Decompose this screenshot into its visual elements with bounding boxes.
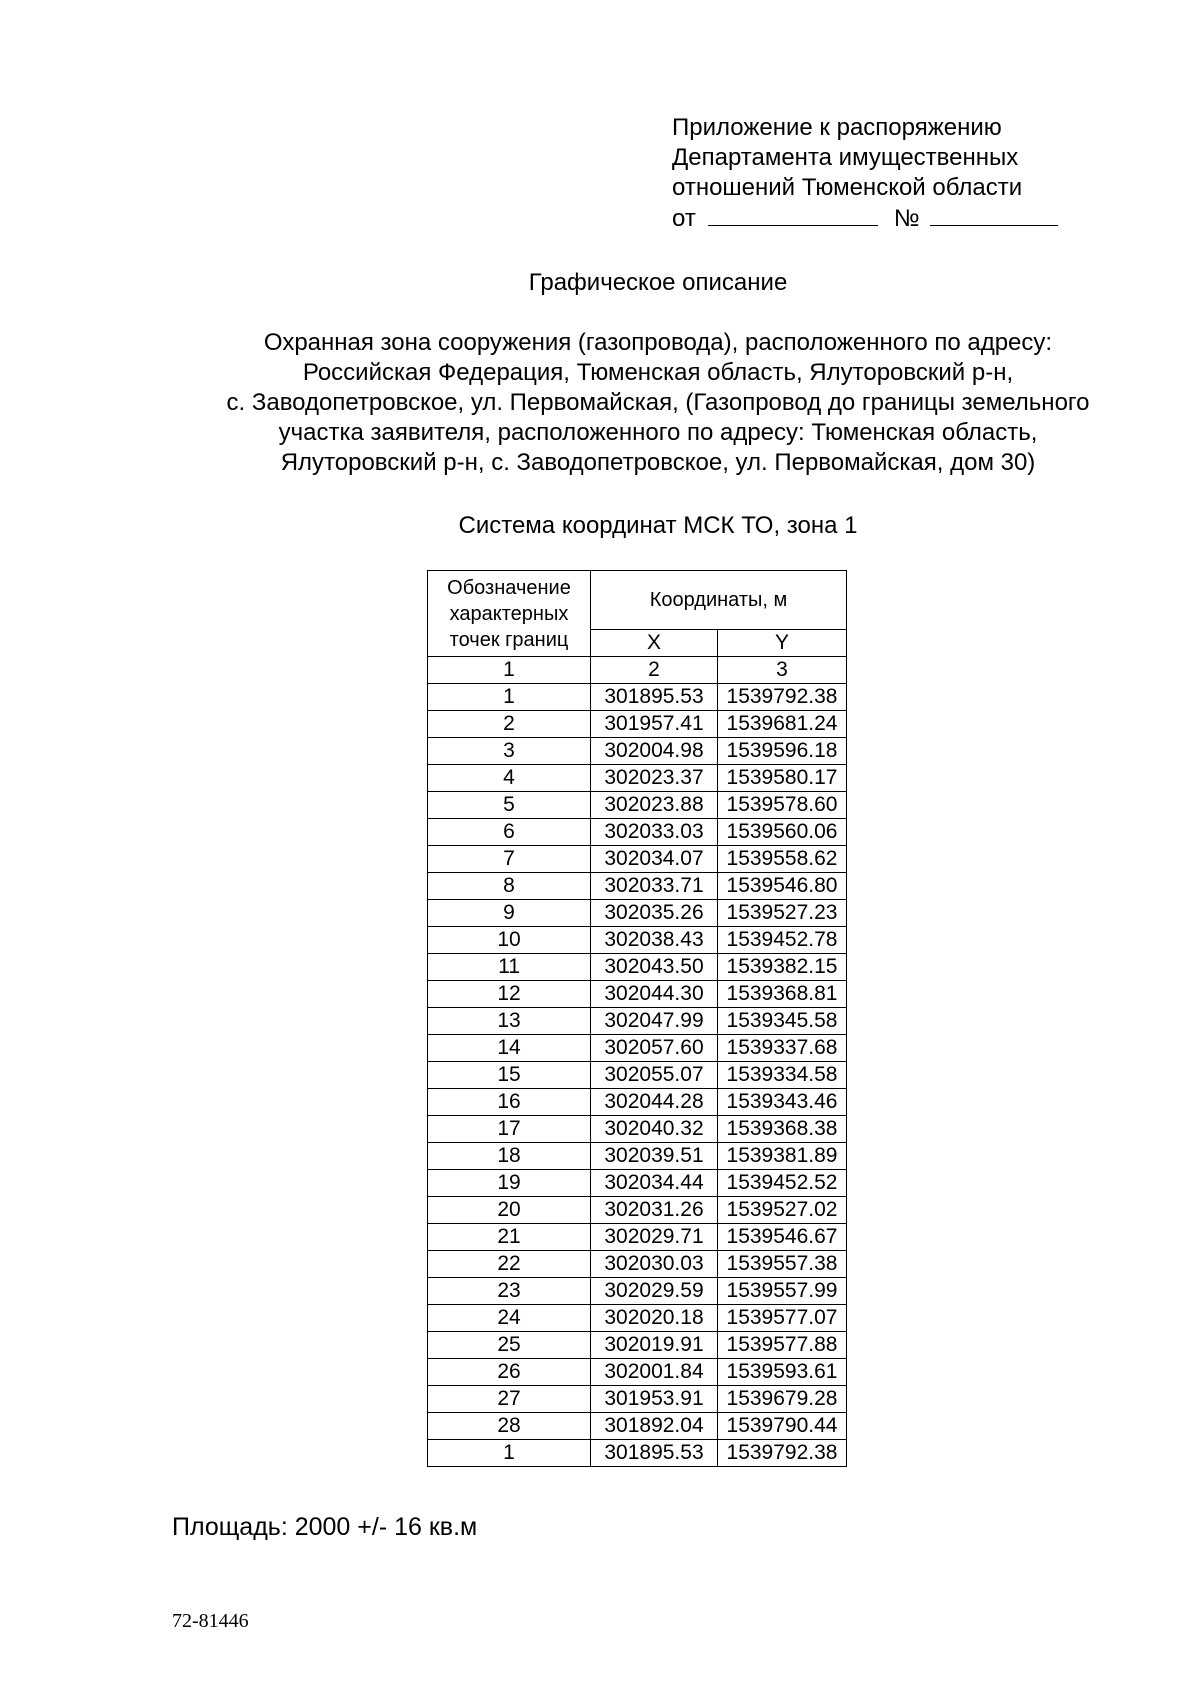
y-coordinate-cell: 1539381.89 <box>718 1143 847 1170</box>
table-row <box>428 1116 847 1143</box>
table-row <box>428 765 847 792</box>
x-coordinate-cell: 301957.41 <box>591 711 718 738</box>
table-row <box>428 1170 847 1197</box>
appendix-block <box>672 113 1058 234</box>
table-row <box>428 792 847 819</box>
table-row <box>428 1278 847 1305</box>
table-row <box>428 684 847 711</box>
appendix-date-number-line <box>672 203 1058 234</box>
table-row <box>428 954 847 981</box>
table-row <box>428 738 847 765</box>
point-number-cell: 20 <box>428 1197 591 1224</box>
coordinates-table <box>427 570 847 1467</box>
point-number-cell: 2 <box>428 711 591 738</box>
column-number-3: 3 <box>718 657 847 684</box>
point-number-cell: 9 <box>428 900 591 927</box>
point-number-cell: 26 <box>428 1359 591 1386</box>
table-row <box>428 1089 847 1116</box>
number-prefix: № <box>893 205 920 232</box>
y-coordinate-cell: 1539368.38 <box>718 1116 847 1143</box>
x-coordinate-cell: 302043.50 <box>591 954 718 981</box>
zone-description-line-4: участка заявителя, расположенного по адресу: Тюменская область, <box>278 419 1038 446</box>
y-coordinate-cell: 1539337.68 <box>718 1035 847 1062</box>
y-coordinate-cell: 1539557.99 <box>718 1278 847 1305</box>
x-coordinate-cell: 302033.71 <box>591 873 718 900</box>
column-number-2: 2 <box>591 657 718 684</box>
x-coordinate-cell: 301895.53 <box>591 684 718 711</box>
point-number-cell: 11 <box>428 954 591 981</box>
y-coordinate-cell: 1539368.81 <box>718 981 847 1008</box>
point-number-cell: 18 <box>428 1143 591 1170</box>
x-coordinate-cell: 302023.88 <box>591 792 718 819</box>
y-coordinate-cell: 1539578.60 <box>718 792 847 819</box>
table-row <box>428 900 847 927</box>
coordinate-system-label: Система координат МСК ТО, зона 1 <box>458 512 858 539</box>
point-number-cell: 24 <box>428 1305 591 1332</box>
point-number-cell: 22 <box>428 1251 591 1278</box>
header-y: Y <box>718 630 847 657</box>
x-coordinate-cell: 302055.07 <box>591 1062 718 1089</box>
date-prefix: от <box>672 205 696 232</box>
table-row <box>428 1008 847 1035</box>
x-coordinate-cell: 302044.30 <box>591 981 718 1008</box>
point-number-cell: 28 <box>428 1413 591 1440</box>
table-row <box>428 927 847 954</box>
header-coordinates: Координаты, м <box>591 571 847 630</box>
x-coordinate-cell: 302044.28 <box>591 1089 718 1116</box>
y-coordinate-cell: 1539558.62 <box>718 846 847 873</box>
table-row <box>428 1440 847 1467</box>
point-number-cell: 10 <box>428 927 591 954</box>
x-coordinate-cell: 302039.51 <box>591 1143 718 1170</box>
table-row <box>428 1062 847 1089</box>
zone-description-line-2: Российская Федерация, Тюменская область, Ялуторовский р-н, <box>302 359 1014 386</box>
column-number-1: 1 <box>428 657 591 684</box>
y-coordinate-cell: 1539580.17 <box>718 765 847 792</box>
coordinates-table-body <box>428 684 847 1467</box>
point-number-cell: 16 <box>428 1089 591 1116</box>
y-coordinate-cell: 1539343.46 <box>718 1089 847 1116</box>
y-coordinate-cell: 1539527.23 <box>718 900 847 927</box>
x-coordinate-cell: 302019.91 <box>591 1332 718 1359</box>
y-coordinate-cell: 1539577.07 <box>718 1305 847 1332</box>
table-row <box>428 846 847 873</box>
table-row <box>428 1224 847 1251</box>
x-coordinate-cell: 302030.03 <box>591 1251 718 1278</box>
point-number-cell: 15 <box>428 1062 591 1089</box>
y-coordinate-cell: 1539593.61 <box>718 1359 847 1386</box>
y-coordinate-cell: 1539527.02 <box>718 1197 847 1224</box>
x-coordinate-cell: 302031.26 <box>591 1197 718 1224</box>
date-blank-line <box>708 203 878 226</box>
header-point-designation: Обозначение характерных точек границ <box>428 571 591 657</box>
point-number-cell: 1 <box>428 684 591 711</box>
x-coordinate-cell: 302029.71 <box>591 1224 718 1251</box>
point-number-cell: 7 <box>428 846 591 873</box>
y-coordinate-cell: 1539345.58 <box>718 1008 847 1035</box>
area-label: Площадь: 2000 +/- 16 кв.м <box>172 1513 478 1541</box>
point-number-cell: 14 <box>428 1035 591 1062</box>
x-coordinate-cell: 301953.91 <box>591 1386 718 1413</box>
point-number-cell: 12 <box>428 981 591 1008</box>
table-row <box>428 1197 847 1224</box>
x-coordinate-cell: 302038.43 <box>591 927 718 954</box>
x-coordinate-cell: 302020.18 <box>591 1305 718 1332</box>
table-row <box>428 1386 847 1413</box>
x-coordinate-cell: 302035.26 <box>591 900 718 927</box>
table-row <box>428 711 847 738</box>
point-number-cell: 4 <box>428 765 591 792</box>
table-row <box>428 1413 847 1440</box>
number-blank-line <box>930 203 1058 226</box>
point-number-cell: 3 <box>428 738 591 765</box>
x-coordinate-cell: 302029.59 <box>591 1278 718 1305</box>
table-row <box>428 1332 847 1359</box>
x-coordinate-cell: 302001.84 <box>591 1359 718 1386</box>
point-number-cell: 23 <box>428 1278 591 1305</box>
x-coordinate-cell: 302057.60 <box>591 1035 718 1062</box>
header-x: X <box>591 630 718 657</box>
appendix-line-2: Департамента имущественных <box>672 144 1019 171</box>
x-coordinate-cell: 302004.98 <box>591 738 718 765</box>
y-coordinate-cell: 1539452.78 <box>718 927 847 954</box>
zone-description-line-5: Ялуторовский р-н, с. Заводопетровское, ул. Первомайская, дом 30) <box>280 449 1036 476</box>
x-coordinate-cell: 301892.04 <box>591 1413 718 1440</box>
document-title: Графическое описание <box>528 269 788 296</box>
point-number-cell: 17 <box>428 1116 591 1143</box>
y-coordinate-cell: 1539577.88 <box>718 1332 847 1359</box>
y-coordinate-cell: 1539452.52 <box>718 1170 847 1197</box>
table-row <box>428 873 847 900</box>
x-coordinate-cell: 302034.44 <box>591 1170 718 1197</box>
table-row <box>428 1143 847 1170</box>
zone-description-line-1: Охранная зона сооружения (газопровода), расположенного по адресу: <box>263 329 1053 356</box>
zone-description-line-3: с. Заводопетровское, ул. Первомайская, (Газопровод до границы земельного <box>226 389 1090 416</box>
y-coordinate-cell: 1539679.28 <box>718 1386 847 1413</box>
y-coordinate-cell: 1539790.44 <box>718 1413 847 1440</box>
x-coordinate-cell: 302040.32 <box>591 1116 718 1143</box>
point-number-cell: 8 <box>428 873 591 900</box>
document-number: 72-81446 <box>172 1610 249 1632</box>
y-coordinate-cell: 1539382.15 <box>718 954 847 981</box>
y-coordinate-cell: 1539546.80 <box>718 873 847 900</box>
point-number-cell: 5 <box>428 792 591 819</box>
zone-description <box>0 328 1200 478</box>
x-coordinate-cell: 301895.53 <box>591 1440 718 1467</box>
point-number-cell: 1 <box>428 1440 591 1467</box>
y-coordinate-cell: 1539546.67 <box>718 1224 847 1251</box>
appendix-line-1: Приложение к распоряжению <box>672 114 1002 141</box>
y-coordinate-cell: 1539681.24 <box>718 711 847 738</box>
table-row <box>428 981 847 1008</box>
y-coordinate-cell: 1539792.38 <box>718 684 847 711</box>
table-row <box>428 1359 847 1386</box>
y-coordinate-cell: 1539792.38 <box>718 1440 847 1467</box>
y-coordinate-cell: 1539560.06 <box>718 819 847 846</box>
point-number-cell: 25 <box>428 1332 591 1359</box>
x-coordinate-cell: 302034.07 <box>591 846 718 873</box>
y-coordinate-cell: 1539596.18 <box>718 738 847 765</box>
point-number-cell: 13 <box>428 1008 591 1035</box>
table-row <box>428 819 847 846</box>
appendix-line-3: отношений Тюменской области <box>672 174 1023 201</box>
table-row <box>428 1305 847 1332</box>
x-coordinate-cell: 302023.37 <box>591 765 718 792</box>
y-coordinate-cell: 1539334.58 <box>718 1062 847 1089</box>
table-row <box>428 1035 847 1062</box>
x-coordinate-cell: 302033.03 <box>591 819 718 846</box>
table-row <box>428 1251 847 1278</box>
y-coordinate-cell: 1539557.38 <box>718 1251 847 1278</box>
x-coordinate-cell: 302047.99 <box>591 1008 718 1035</box>
point-number-cell: 19 <box>428 1170 591 1197</box>
point-number-cell: 6 <box>428 819 591 846</box>
point-number-cell: 27 <box>428 1386 591 1413</box>
point-number-cell: 21 <box>428 1224 591 1251</box>
